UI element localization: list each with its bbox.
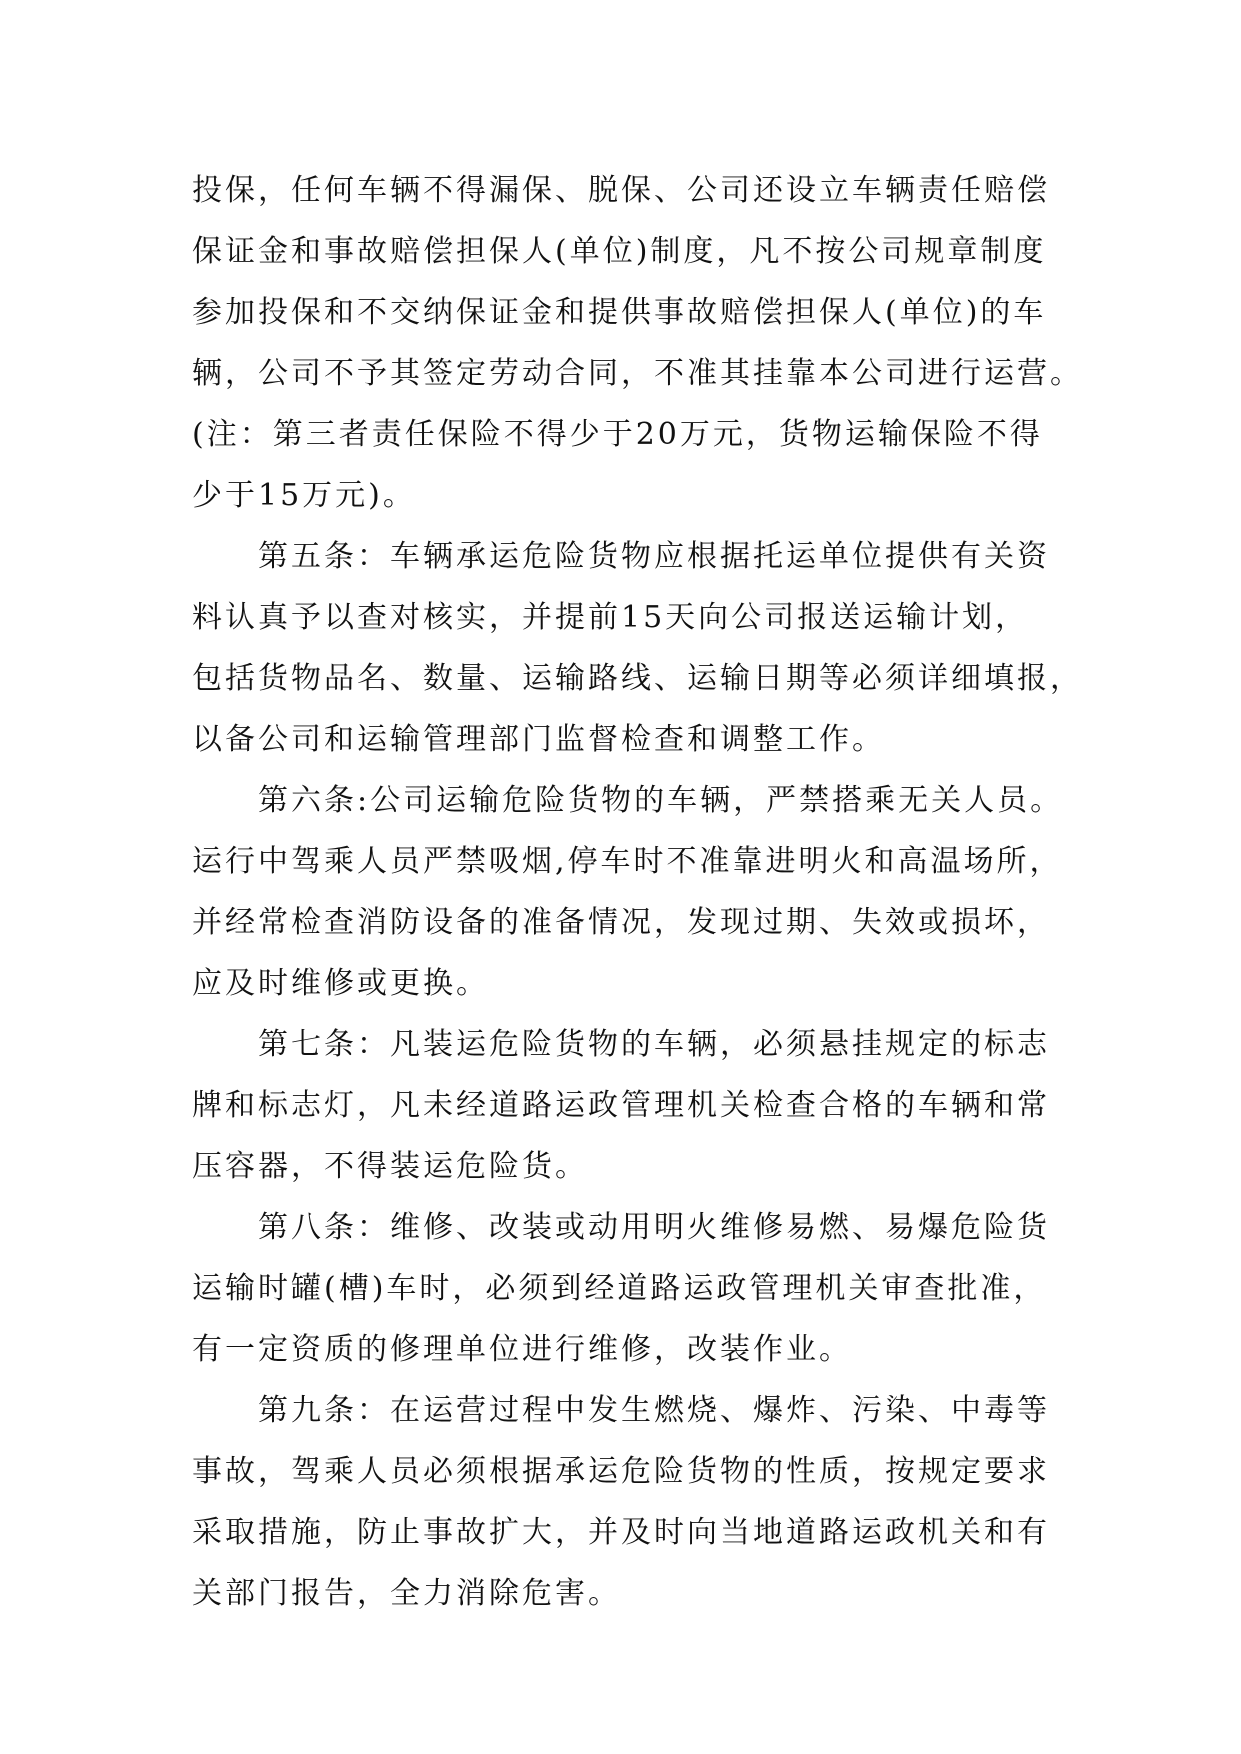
text-line: 运输时罐(槽)车时，必须到经道路运政管理机关审查批准，: [192, 1271, 1047, 1306]
text-line: 投保，任何车辆不得漏保、脱保、公司还设立车辆责任赔偿: [192, 173, 1050, 208]
text-line: 有一定资质的修理单位进行维修，改装作业。: [192, 1332, 852, 1367]
text-line: 压容器，不得装运危险货。: [192, 1149, 588, 1184]
text-line: 运行中驾乘人员严禁吸烟,停车时不准靠进明火和高温场所，: [192, 844, 1063, 879]
text-line: 牌和标志灯，凡未经道路运政管理机关检查合格的车辆和常: [192, 1088, 1050, 1123]
text-line: 辆，公司不予其签定劳动合同，不准其挂靠本公司进行运营。: [192, 356, 1083, 391]
text-line: 保证金和事故赔偿担保人(单位)制度，凡不按公司规章制度: [192, 234, 1047, 269]
text-line: 少于15万元)。: [192, 478, 416, 513]
text-line: 应及时维修或更换。: [192, 966, 489, 1001]
text-line: (注：第三者责任保险不得少于20万元，货物运输保险不得: [192, 417, 1043, 452]
text-line: 并经常检查消防设备的准备情况，发现过期、失效或损坏，: [192, 905, 1050, 940]
article-5-start: 第五条：车辆承运危险货物应根据托运单位提供有关资: [258, 539, 1050, 574]
text-line: 料认真予以查对核实，并提前15天向公司报送运输计划，: [192, 600, 1029, 635]
document-body: [192, 160, 1083, 1624]
text-line: 采取措施，防止事故扩大，并及时向当地道路运政机关和有: [192, 1515, 1050, 1550]
text-line: 包括货物品名、数量、运输路线、运输日期等必须详细填报，: [192, 661, 1083, 696]
text-line: 参加投保和不交纳保证金和提供事故赔偿担保人(单位)的车: [192, 295, 1047, 330]
article-6-start: 第六条:公司运输危险货物的车辆，严禁搭乘无关人员。: [258, 783, 1064, 818]
text-line: 以备公司和运输管理部门监督检查和调整工作。: [192, 722, 885, 757]
article-7-start: 第七条：凡装运危险货物的车辆，必须悬挂规定的标志: [258, 1027, 1050, 1062]
article-8-start: 第八条：维修、改装或动用明火维修易燃、易爆危险货: [258, 1210, 1050, 1245]
text-line: 事故，驾乘人员必须根据承运危险货物的性质，按规定要求: [192, 1454, 1050, 1489]
article-9-start: 第九条：在运营过程中发生燃烧、爆炸、污染、中毒等: [258, 1393, 1050, 1428]
text-line: 关部门报告，全力消除危害。: [192, 1576, 621, 1611]
